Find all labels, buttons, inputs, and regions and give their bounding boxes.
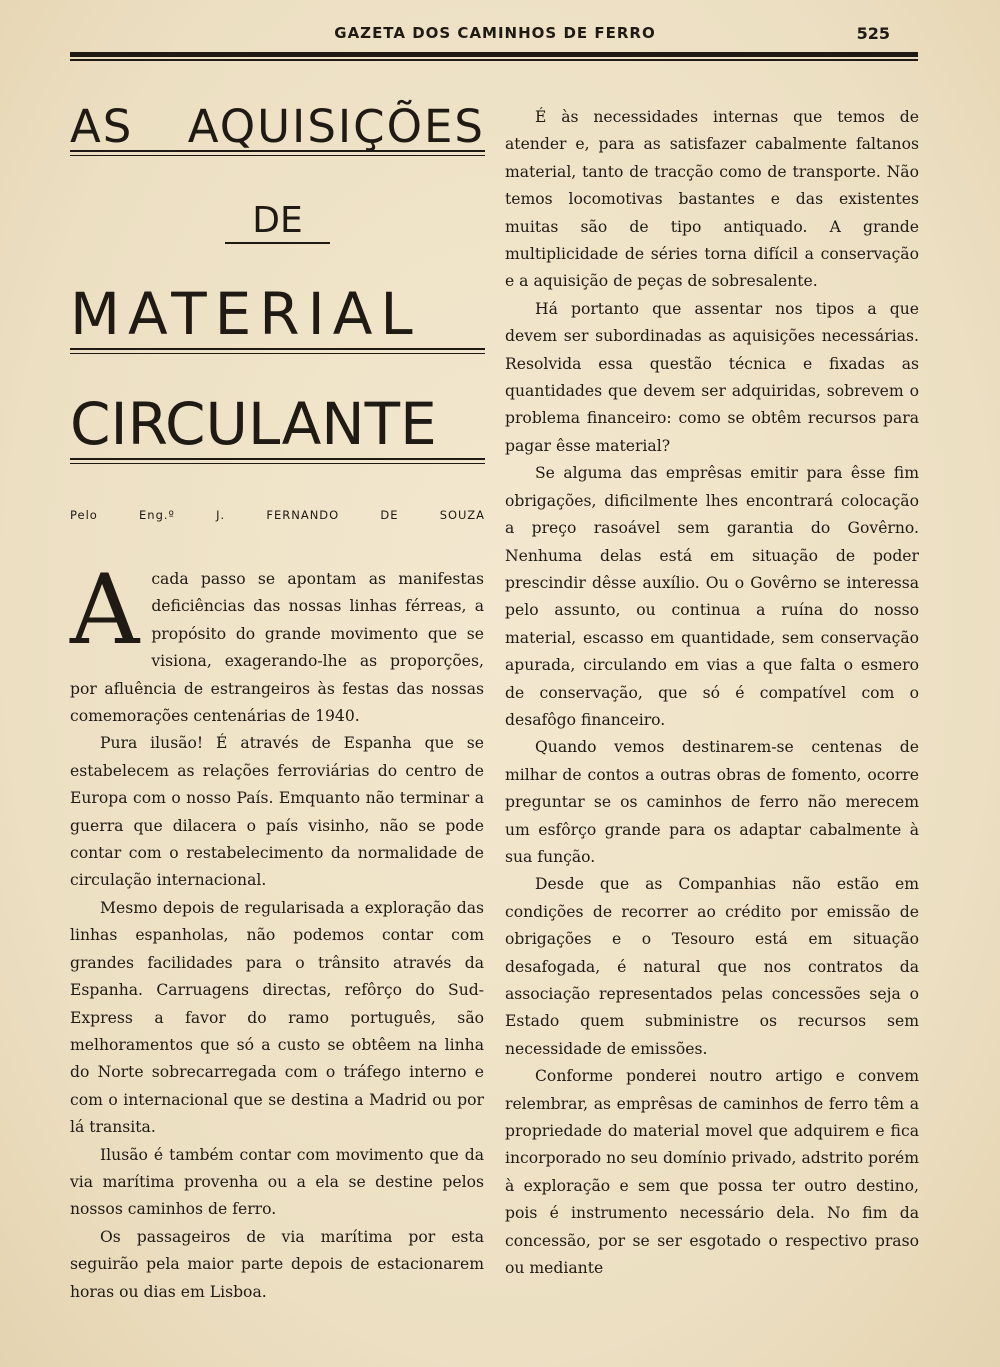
left-column [70, 554, 484, 1306]
byline-word: SOUZA [439, 508, 485, 522]
paragraph: É às necessidades internas que temos de atender e, para as satisfazer cabalmente faltanos material, tanto de tracção como de transporte. Não temos locomotivas bastantes e das existentes muitas são de tipo antiquado. A grande multiplicidade de séries torna difícil a conservação e a aquisição de peças de sobresalente. [505, 108, 919, 291]
title-line-4: CIRCULANTE [70, 390, 437, 458]
paragraph [70, 554, 484, 730]
paragraph: Pura ilusão! É através de Espanha que se estabelecem as relações ferroviárias do centro de Europa com o nosso País. Emquanto não terminar a guerra que dilacera o país visinho, não se pode contar com o restabelecimento da normalidade de circulação internacional. [70, 734, 484, 890]
title-line-2: DE [252, 200, 303, 241]
byline [70, 508, 485, 522]
title-line-3: MATERIAL [70, 280, 421, 348]
byline-word: Eng.º [139, 508, 175, 522]
drop-cap: A [70, 554, 140, 666]
title-rule [70, 463, 485, 464]
header-rule-thin [70, 59, 918, 61]
paragraph-text: cada passo se apontam as manifestas deficiências das nossas linhas férreas, a propósito do grande movimento que se visiona, exagerando-lhe as proporções, por afluência de estrangeiros às festas das nossas comemorações centenárias de 1940. [70, 570, 484, 726]
byline-word: DE [380, 508, 399, 522]
title-line-1: AS AQUISIÇÕES [70, 100, 485, 153]
paragraph: Os passageiros de via marítima por esta seguirão pela maior parte depois de estacionarem horas ou dias em Lisboa. [70, 1227, 484, 1301]
byline-word: J. [216, 508, 226, 522]
page-header [70, 20, 920, 50]
right-column [505, 104, 919, 1282]
paragraph: Há portanto que assentar nos tipos a que devem ser subordinadas as aquisições necessárias. Resolvida essa questão técnica e fixadas as quantidades que devem ser adquiridas, sobrevem o problema financeiro: como se obtêm recursos para pagar êsse material? [505, 299, 919, 455]
publication-title: GAZETA DOS CAMINHOS DE FERRO [334, 24, 656, 42]
header-rule-thick [70, 52, 918, 57]
title-rule [70, 458, 485, 460]
paragraph: Mesmo depois de regularisada a exploração das linhas espanholas, não podemos contar com grandes facilidades para o trânsito através da Espanha. Carruagens directas, refôrço do Sud-Express a favor do ramo português, são melhoramentos que só a custo se obtêem na linha do Norte sobrecarregada com o tráfego interno e com o internacional que se destina a Madrid ou por lá transita. [70, 898, 484, 1137]
paragraph: Conforme ponderei noutro artigo e convem relembrar, as emprêsas de caminhos de ferro têm a propriedade do material movel que adquirem e fica incorporado no seu domínio privado, adstrito porém à exploração e sem que possa ter outro destino, pois é instrumento necessário dela. No fim da concessão, por se ser esgotado o respectivo praso ou mediante [505, 1067, 919, 1278]
title-rule [70, 348, 485, 350]
page-number: 525 [856, 24, 890, 43]
paragraph: Desde que as Companhias não estão em condições de recorrer ao crédito por emissão de obrigações e o Tesouro está em situação desafogada, é natural que nos contratos da associação representados pelas concessões seja o Estado quem subministre os recursos sem necessidade de emissões. [505, 875, 919, 1058]
title-rule [225, 242, 330, 244]
paragraph: Se alguma das emprêsas emitir para êsse fim obrigações, dificilmente lhes encontrará colocação a preço rasoável sem garantia do Govêrno. Nenhuma delas está em situação de poder prescindir dêsse auxílio. Ou o Govêrno se interessa pelo assunto, ou continua a ruína do nosso material, escasso em quantidade, sem conservação apurada, circulando em vias a que falta o esmero de conservação, que só é compatível com o desafôgo financeiro. [505, 464, 919, 729]
title-rule [70, 155, 485, 156]
byline-word: Pelo [70, 508, 98, 522]
paragraph: Ilusão é também contar com movimento que da via marítima provenha ou a ela se destine pelos nossos caminhos de ferro. [70, 1145, 484, 1219]
title-rule [70, 353, 485, 354]
paragraph: Quando vemos destinarem-se centenas de milhar de contos a outras obras de fomento, ocorre preguntar se os caminhos de ferro não merecem um esfôrço grande para os adaptar cabalmente à sua função. [505, 738, 919, 866]
byline-word: FERNANDO [266, 508, 340, 522]
